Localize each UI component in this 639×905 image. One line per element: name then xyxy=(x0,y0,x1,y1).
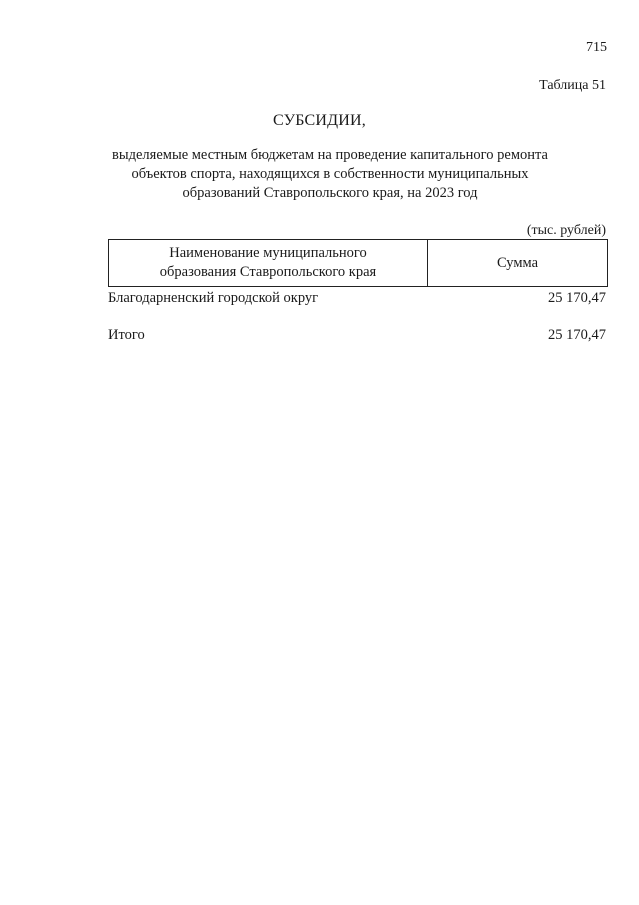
table-label: Таблица 51 xyxy=(539,78,606,93)
row-amount: 25 170,47 xyxy=(548,290,606,306)
column-header-name-line: образования Ставропольского края xyxy=(159,264,377,280)
total-row xyxy=(108,327,608,344)
subtitle-line: выделяемые местным бюджетам на проведение капитального ремонта xyxy=(112,147,548,163)
page-number: 715 xyxy=(586,40,607,55)
document-title: СУБСИДИИ, xyxy=(273,112,366,129)
table-header xyxy=(108,239,608,287)
document-subtitle xyxy=(100,146,560,203)
total-label: Итого xyxy=(108,327,145,343)
total-amount: 25 170,47 xyxy=(548,327,606,343)
column-header-name-line: Наименование муниципального xyxy=(169,245,367,261)
subtitle-line: объектов спорта, находящихся в собственности муниципальных xyxy=(131,166,529,182)
units-label: (тыс. рублей) xyxy=(526,223,606,238)
subtitle-line: образований Ставропольского края, на 2023 год xyxy=(182,185,478,201)
table-row xyxy=(108,290,608,307)
row-municipality-name: Благодарненский городской округ xyxy=(108,290,319,306)
column-header-sum: Сумма xyxy=(496,254,539,271)
column-header-name xyxy=(109,240,428,286)
